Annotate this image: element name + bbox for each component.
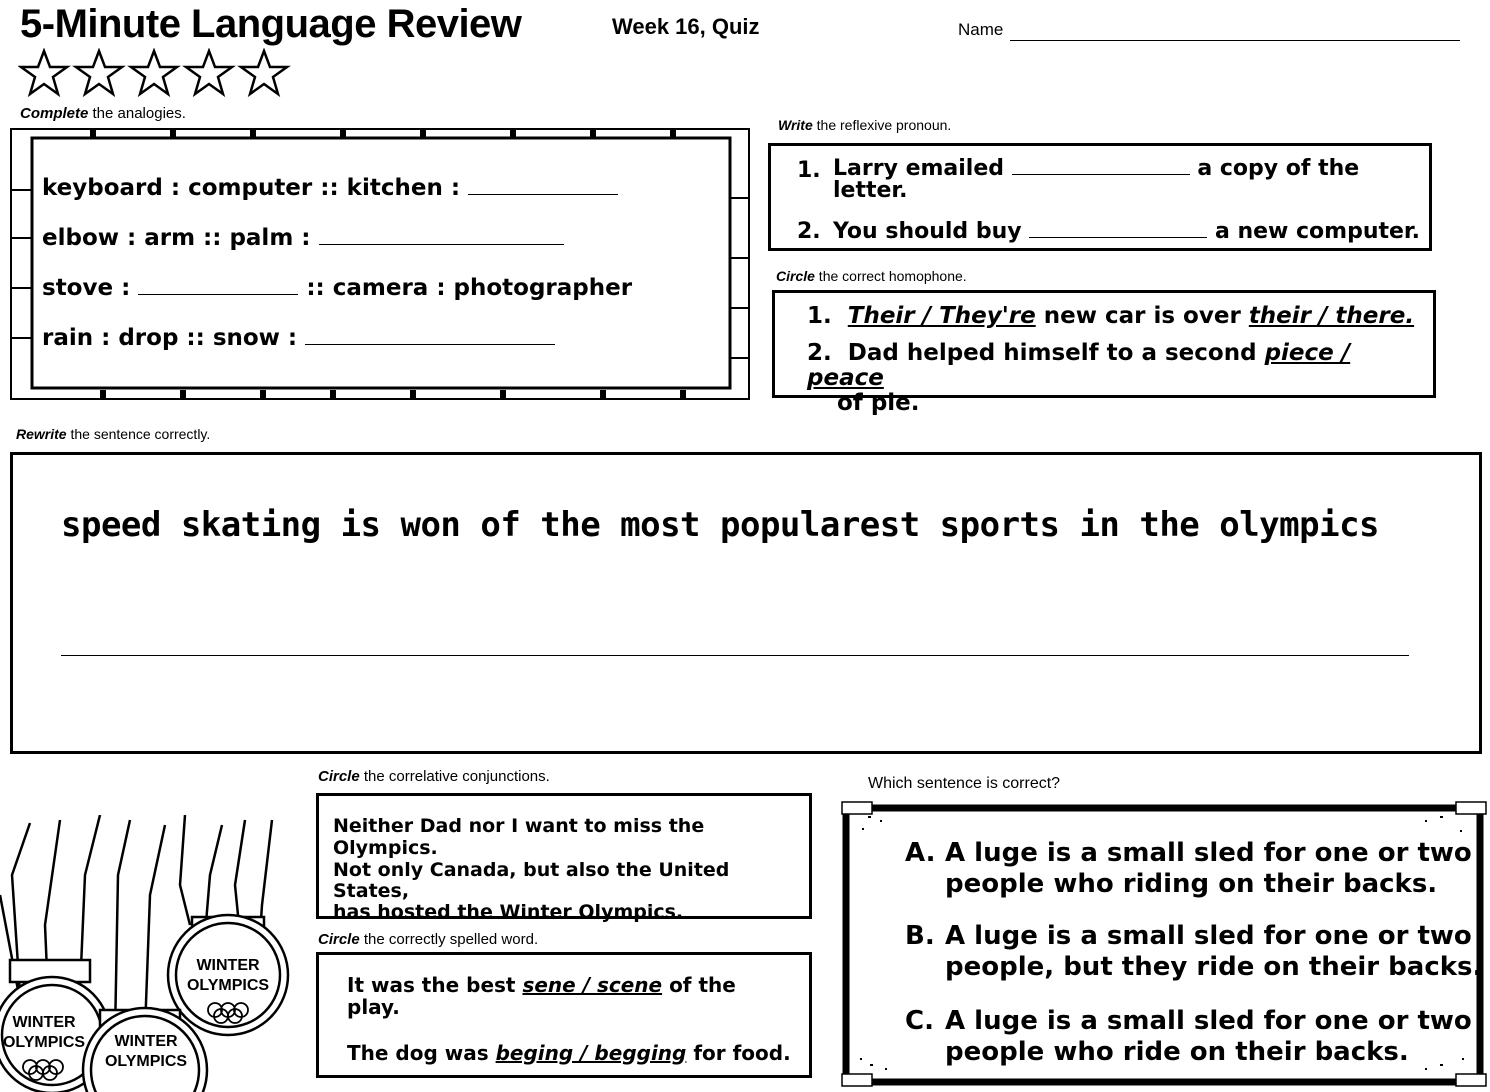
option-b[interactable]: B. A luge is a small sled for one or two people, but they ride on their backs. [905,921,1483,982]
answer-blank[interactable] [138,294,298,295]
spelling-item-1: It was the best sene / scene of the play. [347,973,736,1019]
homophone-choice[interactable]: piece / peace [807,340,1351,391]
olympic-medals-illustration [0,815,300,1092]
which-instruction: Which sentence is correct? [868,775,1061,792]
star-rating[interactable] [18,48,293,100]
spelling-item-2: The dog was beging / begging for food. [347,1041,791,1065]
reflexive-item-1-text: Larry emailed a copy of the letter. [833,156,1360,203]
rewrite-answer-line[interactable] [61,655,1409,656]
answer-blank[interactable] [1029,237,1207,238]
medal-text: WINTER [12,1014,76,1031]
rewrite-sentence: speed skating is won of the most popularest sports in the olympics [61,505,1380,545]
answer-blank[interactable] [305,344,555,345]
medal-text: WINTER [114,1033,178,1050]
analogy-row: rain : drop :: snow : [42,325,555,351]
analogy-row: keyboard : computer :: kitchen : [42,175,618,201]
analogies-frame [10,128,750,400]
reflexive-instruction: Write the reflexive pronoun. [778,117,952,133]
analogies-instruction: Complete the analogies. [20,105,186,122]
homophone-choice[interactable]: their / there. [1248,303,1415,329]
homophone-instruction: Circle the correct homophone. [776,268,967,284]
homophone-choice[interactable]: Their / They're [847,303,1036,329]
spelling-choice[interactable]: beging / begging [495,1041,687,1065]
homophone-item-2: 2. Dad helped himself to a second piece / peace of pie. [807,340,1351,416]
correlative-instruction: Circle the correlative conjunctions. [318,768,550,785]
answer-blank[interactable] [1012,174,1190,175]
reflexive-item-1: 1. [797,158,821,183]
answer-blank[interactable] [468,194,618,195]
reflexive-item-2-text: You should buy a new computer. [833,219,1421,244]
spelling-box [316,952,812,1078]
star-icon [186,51,232,94]
name-label: Name [958,20,1004,39]
medal-text: OLYMPICS [2,1034,86,1051]
medal-text: OLYMPICS [104,1053,188,1070]
correlative-box [316,793,812,923]
homophone-item-1: 1. Their / They're new car is over their / there. [807,303,1415,329]
answer-blank[interactable] [319,244,564,245]
week-label: Week 16, Quiz [612,14,760,39]
medal-text: OLYMPICS [186,977,270,994]
page-title: 5-Minute Language Review [20,2,522,46]
option-c[interactable]: C. A luge is a small sled for one or two people who ride on their backs. [905,1006,1472,1067]
option-a[interactable]: A. A luge is a small sled for one or two people who riding on their backs. [905,838,1472,899]
star-icon [241,51,287,94]
analogy-row: stove : :: camera : photographer [42,275,633,301]
name-field[interactable] [1010,40,1460,41]
spelling-instruction: Circle the correctly spelled word. [318,931,539,948]
reflexive-box [768,143,1432,251]
wood-frame [10,128,750,400]
rewrite-instruction: Rewrite the sentence correctly. [16,426,211,442]
star-icon [76,51,122,94]
correlative-sentence-1[interactable]: Neither Dad nor I want to miss the Olympics. [333,815,705,859]
rewrite-box [10,452,1482,754]
analogy-row: elbow : arm :: palm : [42,225,564,251]
spelling-choice[interactable]: sene / scene [522,973,663,997]
homophone-box [772,290,1436,416]
star-icon [131,51,177,94]
medal-text: WINTER [196,957,260,974]
correlative-sentence-2[interactable]: Not only Canada, but also the United States, has hosted the Winter Olympics. [333,859,730,923]
reflexive-item-2: 2. [797,219,821,244]
star-icon [21,51,67,94]
